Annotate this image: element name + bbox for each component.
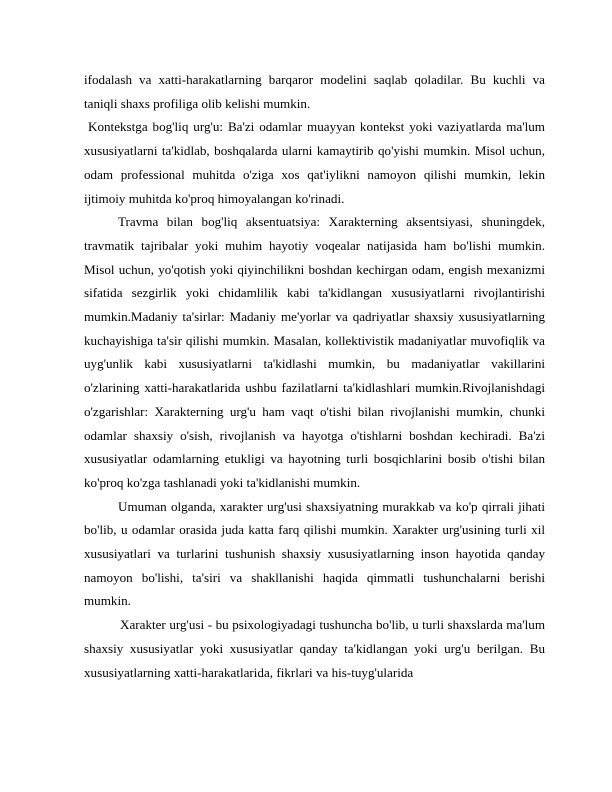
paragraph-definition: Xarakter urg'usi - bu psixologiyadagi tushuncha bo'lib, u turli shaxslarda ma'lum shaxsiy xususiyatlar yoki xususiyatlar qanday ta'kidlangan yoki urg'u berilgan. Bu xususiyatlarning xatti-harakatlarida, fikrlari va his-tuyg'ularida — [84, 617, 545, 680]
paragraph-context-emphasis: Kontekstga bog'liq urg'u: Ba'zi odamlar muayyan kontekst yoki vaziyatlarda ma'lum xususiyatlarni ta'kidlab, boshqalarda ularni kamaytirib qo'yishi mumkin. Misol uchun, odam professional muhitda o'ziga xos qat'iylikni namoyon qilishi mumkin, lekin ijtimoiy muhitda ko'proq himoyalangan ko'rinadi. — [84, 119, 545, 206]
paragraph-trauma-accentuation: Travma bilan bog'liq aksentuatsiya: Xarakterning aksentsiyasi, shuningdek, travmatik tajribalar yoki muhim hayotiy voqealar natijasida ham bo'lishi mumkin. Misol uchun, yo'qotish yoki qiyinchilikni boshdan kechirgan odam, engish mexanizmi sifatida sezgirlik yoki chidamlilik kabi ta'kidlangan xususiyatlarni rivojlantirishi mumkin.Madaniy ta'sirlar: Madaniy me'yorlar va qadriyatlar shaxsiy xususiyatlarning kuchayishiga ta'sir qilishi mumkin. Masalan, kollektivistik madaniyatlar muvofiqlik va uyg'unlik kabi xususiyatlarni ta'kidlashi mumkin, bu madaniyatlar vakillarini o'zlarining xatti-harakatlarida ushbu fazilatlarni ta'kidlashlari mumkin.Rivojlanishdagi o'zgarishlar: Xarakterning urg'u ham vaqt o'tishi bilan rivojlanishi mumkin, chunki odamlar shaxsiy o'sish, rivojlanish va hayotga o'tishlarni boshdan kechiradi. Ba'zi xususiyatlar odamlarning etukligi va hayotning turli bosqichlarini bosib o'tishi bilan ko'proq ko'zga tashlanadi yoki ta'kidlanishi mumkin. — [84, 214, 545, 490]
paragraph-continuation: ifodalash va xatti-harakatlarning barqaror modelini saqlab qoladilar. Bu kuchli va taniqli shaxs profiliga olib kelishi mumkin. — [84, 72, 545, 111]
body-text — [84, 68, 545, 684]
paragraph-summary: Umuman olganda, xarakter urg'usi shaxsiyatning murakkab va ko'p qirrali jihati bo'lib, u odamlar orasida juda katta farq qilishi mumkin. Xarakter urg'usining turli xil xususiyatlari va turlarini tushunish shaxsiy xususiyatlarning inson hayotida qanday namoyon bo'lishi, ta'siri va shakllanishi haqida qimmatli tushunchalarni berishi mumkin. — [84, 498, 545, 609]
